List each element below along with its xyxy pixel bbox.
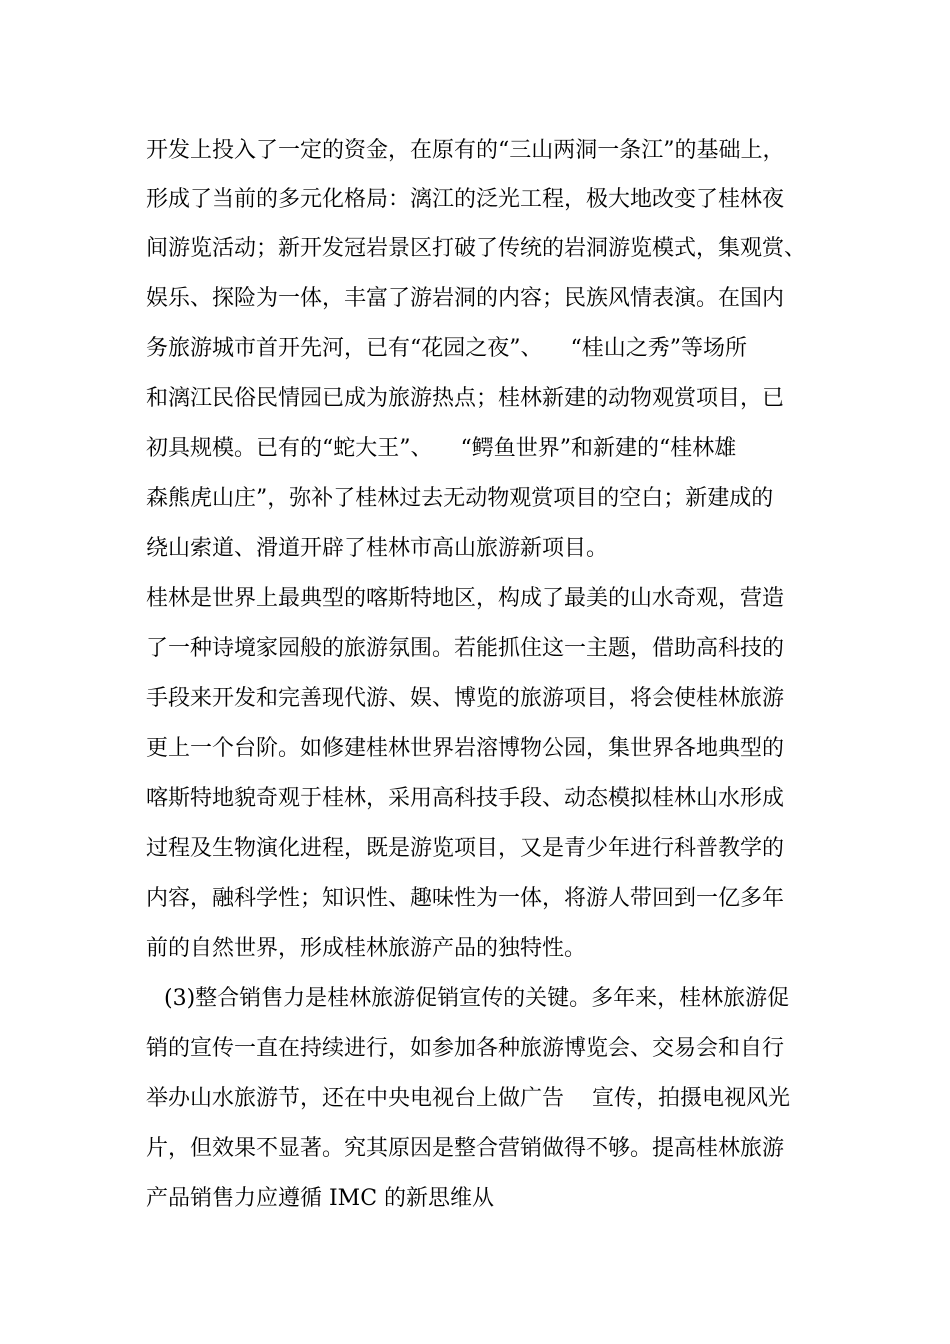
text-line: 举办山水旅游节，还在中央电视台上做广告 宣传，拍摄电视风光 [146,1086,790,1111]
text-line: 绕山索道、滑道开辟了桂林市高山旅游新项目。 [146,536,609,561]
text-line: 和漓江民俗民情园已成为旅游热点；桂林新建的动物观赏项目，已 [146,386,785,411]
text-line: 初具规模。已有的“蛇大王”、 “鳄鱼世界”和新建的“桂林雄 [146,436,737,461]
text-line: 产品销售力应遵循 IMC 的新思维从 [146,1186,495,1211]
text-line: 森熊虎山庄”，弥补了桂林过去无动物观赏项目的空白；新建成的 [146,486,774,511]
text-line: 喀斯特地貌奇观于桂林，采用高科技手段、动态模拟桂林山水形成 [146,786,785,811]
text-line: 销的宣传一直在持续进行，如参加各种旅游博览会、交易会和自行 [146,1036,785,1061]
text-line: 形成了当前的多元化格局：漓江的泛光工程，极大地改变了桂林夜 [146,187,785,212]
text-line: 间游览活动；新开发冠岩景区打破了传统的岩洞游览模式，集观赏、 [146,236,807,261]
text-line: (3)整合销售力是桂林旅游促销宣传的关键。多年来，桂林旅游促 [164,986,790,1011]
text-line: 桂林是世界上最典型的喀斯特地区，构成了最美的山水奇观，营造 [146,586,785,611]
text-line: 更上一个台阶。如修建桂林世界岩溶博物公园，集世界各地典型的 [146,736,785,761]
text-line: 前的自然世界，形成桂林旅游产品的独特性。 [146,936,587,961]
text-line: 娱乐、探险为一体，丰富了游岩洞的内容；民族风情表演。在国内 [146,286,785,311]
text-line: 过程及生物演化进程，既是游览项目，又是青少年进行科普教学的 [146,836,785,861]
text-line: 务旅游城市首开先河，已有“花园之夜”、 “桂山之秀”等场所 [146,336,747,361]
text-line: 开发上投入了一定的资金，在原有的“三山两洞一条江”的基础上， [146,138,785,163]
text-line: 内容，融科学性；知识性、趣味性为一体，将游人带回到一亿多年 [146,886,785,911]
text-line: 了一种诗境家园般的旅游氛围。若能抓住这一主题，借助高科技的 [146,636,785,661]
text-line: 片，但效果不显著。究其原因是整合营销做得不够。提高桂林旅游 [146,1136,785,1161]
text-line: 手段来开发和完善现代游、娱、博览的旅游项目，将会使桂林旅游 [146,686,785,711]
